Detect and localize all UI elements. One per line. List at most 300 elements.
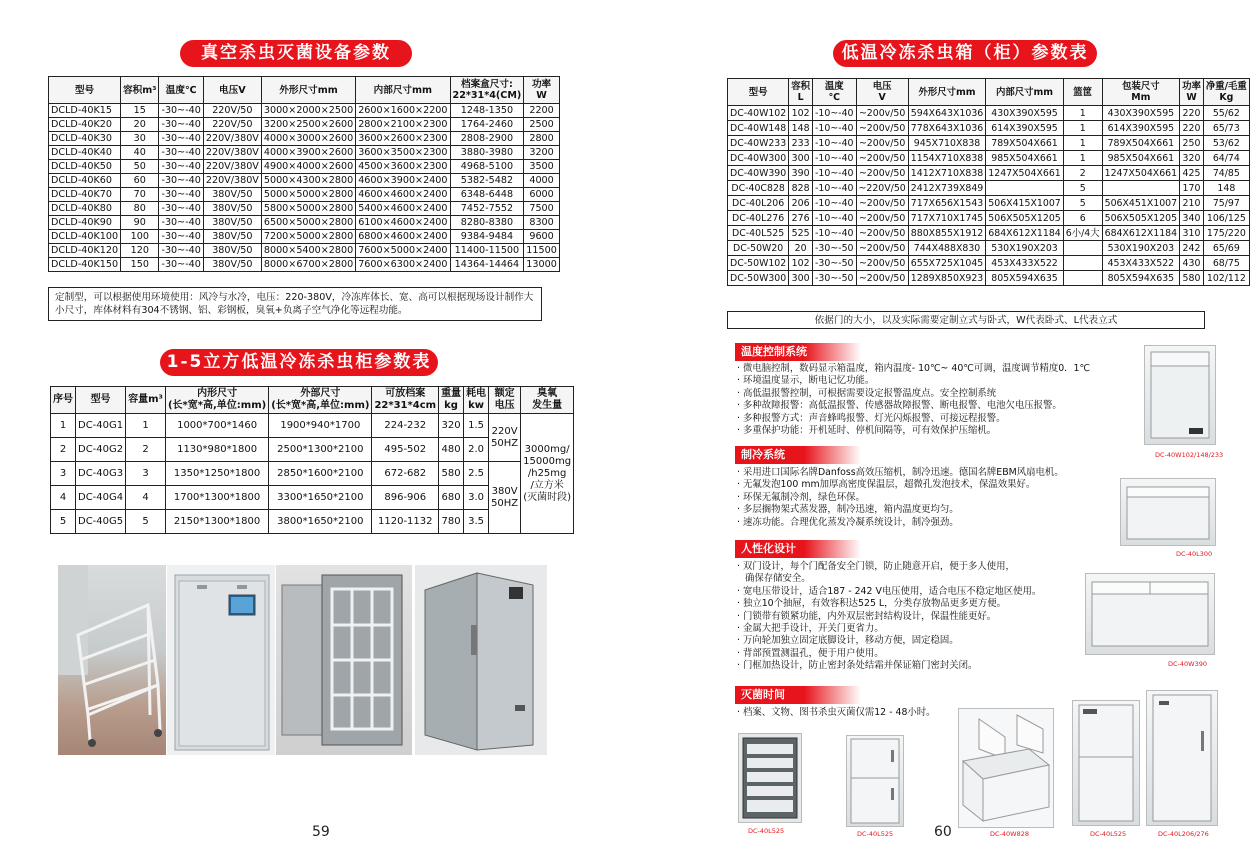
- bullet-item: · 采用进口国际名牌Danfoss高效压缩机，制冷迅速。德国名牌EBM风扇电机。: [737, 467, 1064, 478]
- product-image-40l300: [1120, 478, 1216, 546]
- freezer-table-cell: 717X710X1745: [908, 211, 986, 226]
- freezer-table-cell: 148: [789, 121, 813, 136]
- cabinet-table-cell: 1130*980*1800: [165, 438, 268, 462]
- vacuum-table-cell: 3200×2500×2600: [261, 118, 355, 132]
- freezer-table-header-cell: 包装尺寸 Mm: [1102, 79, 1180, 106]
- freezer-table-cell: 68/75: [1203, 256, 1249, 271]
- cabinet-table-cell: 672-682: [372, 462, 439, 486]
- freezer-table-cell: 74/85: [1203, 166, 1249, 181]
- freezer-table-cell: 64/74: [1203, 151, 1249, 166]
- bullet-item: · 多层搁物架式蒸发器，制冷迅速，箱内温度更均匀。: [737, 504, 959, 516]
- vacuum-table-cell: 3500: [524, 160, 560, 174]
- shelf-cart-illustration: [58, 565, 166, 755]
- vacuum-table-cell: 20: [121, 118, 159, 132]
- freezer-table-cell: -10~-40: [813, 136, 856, 151]
- cabinet-table-cell: 896-906: [372, 486, 439, 510]
- freezer-table-header-cell: 功率 W: [1180, 79, 1204, 106]
- freezer-table-cell: 5: [1063, 181, 1102, 196]
- vacuum-table-cell: 7452-7552: [450, 202, 524, 216]
- bullet-item: · 无氟发泡100 mm加厚高密度保温层，超微孔发泡技术，保温效果好。: [737, 479, 1036, 491]
- freezer-table-cell: 1: [1063, 121, 1102, 136]
- caption-40w102: DC-40W102/148/233: [1155, 451, 1224, 459]
- bullet-item: · 多重保护功能：开机延时、停机间隔等，可有效保护压缩机。: [737, 425, 997, 437]
- freezer-table-header-cell: 温度 ℃: [813, 79, 856, 106]
- vacuum-table-header-cell: 型号: [49, 77, 121, 104]
- freezer-table-cell: 594X643X1036: [908, 106, 986, 121]
- freezer-table-cell: DC-40L525: [728, 226, 789, 241]
- cabinet-table-cell: 480: [439, 438, 464, 462]
- product-image-bottom-4: [1072, 700, 1140, 826]
- freezer-table-row: [728, 166, 1250, 181]
- freezer-table-cell: 300: [789, 271, 813, 286]
- freezer-table-cell: DC-50W102: [728, 256, 789, 271]
- product-image-40w102: [1144, 345, 1216, 445]
- cabinet-table-cell: 1900*940*1700: [269, 414, 372, 438]
- vacuum-table-cell: 9384-9484: [450, 230, 524, 244]
- vacuum-table-row: [49, 230, 560, 244]
- freezer-table-cell: 1: [1063, 151, 1102, 166]
- freezer-table-cell: 75/97: [1203, 196, 1249, 211]
- cabinet-table-cell: 320: [439, 414, 464, 438]
- freezer-table-row: [728, 271, 1250, 286]
- vacuum-table-cell: -30~-40: [159, 174, 203, 188]
- freezer-box-table: [727, 78, 1250, 286]
- cabinet-table-cell: 3.5: [464, 510, 489, 534]
- vacuum-table-cell: -30~-40: [159, 258, 203, 272]
- freezer-table-cell: ~200v/50: [856, 271, 908, 286]
- freezer-table-cell: 220: [1180, 121, 1204, 136]
- freezer-table-cell: 102/112: [1203, 271, 1249, 286]
- photo-steel-cabinet: [415, 565, 547, 755]
- freezer-table-row: [728, 256, 1250, 271]
- vacuum-table-cell: 4600×4600×2400: [356, 188, 450, 202]
- open-cabinet-illustration: [276, 565, 412, 755]
- photo-cabinet-screen: [167, 565, 275, 755]
- freezer-table-cell: [986, 181, 1064, 196]
- vacuum-table-cell: 100: [121, 230, 159, 244]
- freezer-table-cell: -10~-40: [813, 166, 856, 181]
- cabinet-table-cell: 4: [51, 486, 76, 510]
- freezer-table-cell: 300: [789, 151, 813, 166]
- freezer-table-cell: 453X433X522: [986, 256, 1064, 271]
- freezer-table-header-cell: 内部尺寸mm: [986, 79, 1064, 106]
- bullet-item: · 多种报警方式：声音蜂鸣报警、灯光闪烁报警、可接远程报警。: [737, 412, 1006, 424]
- vacuum-table-cell: -30~-40: [159, 104, 203, 118]
- vacuum-table-cell: 8000×5400×2800: [261, 244, 355, 258]
- vacuum-table-cell: 40: [121, 146, 159, 160]
- freezer-table-cell: 506X505X1205: [986, 211, 1064, 226]
- cabinet-table-cell: DC-40G1: [76, 414, 126, 438]
- cabinet-table-cell: 1.5: [464, 414, 489, 438]
- caption-bottom-1: DC-40L525: [748, 827, 785, 835]
- freezer-table-cell: 102: [789, 106, 813, 121]
- bullet-item: · 微电脑控制，数码显示箱温度，箱内温度- 10℃~ 40℃可调，温度调节精度0．1℃: [737, 363, 1091, 374]
- vacuum-table-cell: 90: [121, 216, 159, 230]
- cabinet-table-cell: 3: [51, 462, 76, 486]
- freezer-table-cell: 1289X850X923: [908, 271, 986, 286]
- vacuum-table-cell: DCLD-40K80: [49, 202, 121, 216]
- vacuum-table-cell: -30~-40: [159, 146, 203, 160]
- freezer-table-cell: 65/69: [1203, 241, 1249, 256]
- caption-bottom-2: DC-40L525: [857, 830, 894, 838]
- upright-freezer-illustration: [1147, 691, 1217, 825]
- freezer-table-cell: 828: [789, 181, 813, 196]
- freezer-table-cell: 1154X710X838: [908, 151, 986, 166]
- freezer-table-cell: ~200v/50: [856, 256, 908, 271]
- vacuum-table-cell: 6348-6448: [450, 188, 524, 202]
- vacuum-table-cell: 30: [121, 132, 159, 146]
- caption-40w390: DC-40W390: [1168, 660, 1207, 668]
- freezer-table-cell: 106/125: [1203, 211, 1249, 226]
- freezer-table-cell: -10~-40: [813, 151, 856, 166]
- vacuum-table-header-cell: 温度℃: [159, 77, 203, 104]
- vacuum-table-cell: 2500: [524, 118, 560, 132]
- freezer-table-cell: ~200v/50: [856, 166, 908, 181]
- cabinet-table-cell: 224-232: [372, 414, 439, 438]
- freezer-table-cell: 1247X504X661: [1102, 166, 1180, 181]
- freezer-table-cell: 220: [1180, 106, 1204, 121]
- vacuum-table-cell: 14364-14464: [450, 258, 524, 272]
- vacuum-table-cell: 4000×3000×2600: [261, 132, 355, 146]
- bullet-item: · 环境温度显示，断电记忆功能。: [737, 375, 875, 387]
- caption-bottom-4: DC-40L525: [1090, 830, 1127, 838]
- freezer-table-row: [728, 196, 1250, 211]
- vacuum-table-cell: 380V/50: [203, 244, 261, 258]
- freezer-table-cell: 430X390X595: [1102, 106, 1180, 121]
- ozone-output-cell: 3000mg/ 15000mg /h25mg /立方米 (灭菌时段): [521, 414, 574, 534]
- vacuum-table-cell: 7600×5000×2400: [356, 244, 450, 258]
- freezer-table-cell: 1: [1063, 106, 1102, 121]
- freezer-table-cell: 655X725X1045: [908, 256, 986, 271]
- vacuum-table-cell: 3600×2600×2300: [356, 132, 450, 146]
- freezer-table-cell: 580: [1180, 271, 1204, 286]
- cabinet-table-cell: 580: [439, 462, 464, 486]
- cabinet-table-cell: 495-502: [372, 438, 439, 462]
- cabinet-table-cell: 5: [126, 510, 166, 534]
- photo-open-cabinet: [276, 565, 412, 755]
- vacuum-table-cell: 6100×4600×2400: [356, 216, 450, 230]
- title-freezer-cabinet: 1-5立方低温冷冻杀虫柜参数表: [160, 349, 438, 376]
- cabinet-table-cell: 3.0: [464, 486, 489, 510]
- vacuum-table-cell: -30~-40: [159, 216, 203, 230]
- freezer-table-cell: 530X190X203: [1102, 241, 1180, 256]
- freezer-table-cell: -10~-40: [813, 181, 856, 196]
- freezer-table-cell: 170: [1180, 181, 1204, 196]
- freezer-table-cell: 390: [789, 166, 813, 181]
- bullet-item: · 速冻功能。合理优化蒸发冷凝系统设计，制冷强劲。: [737, 516, 959, 528]
- freezer-table-cell: ~200v/50: [856, 106, 908, 121]
- freezer-table-cell: [1063, 256, 1102, 271]
- section-humanized-design: 人性化设计: [735, 540, 861, 558]
- vacuum-table-cell: 6500×5000×2800: [261, 216, 355, 230]
- vacuum-equipment-table: [48, 76, 560, 272]
- vacuum-table-header-cell: 电压V: [203, 77, 261, 104]
- freezer-table-cell: ~200v/50: [856, 151, 908, 166]
- vacuum-table-row: [49, 118, 560, 132]
- freezer-table-cell: -10~-40: [813, 106, 856, 121]
- vacuum-table-cell: 220V/380V: [203, 160, 261, 174]
- freezer-table-cell: 210: [1180, 196, 1204, 211]
- vacuum-table-cell: 80: [121, 202, 159, 216]
- vacuum-table-cell: 2800×2100×2300: [356, 118, 450, 132]
- cabinet-table-cell: 1120-1132: [372, 510, 439, 534]
- freezer-table-cell: 525: [789, 226, 813, 241]
- freezer-table-cell: ~200v/50: [856, 241, 908, 256]
- cabinet-table-header-cell: 序号: [51, 387, 76, 414]
- vacuum-table-cell: 5000×4300×2800: [261, 174, 355, 188]
- cabinet-table-cell: 2150*1300*1800: [165, 510, 268, 534]
- vacuum-table-cell: 380V/50: [203, 230, 261, 244]
- freezer-table-cell: DC-40W300: [728, 151, 789, 166]
- vacuum-table-cell: 9600: [524, 230, 560, 244]
- rated-voltage-cell: 380V 50HZ: [489, 462, 521, 534]
- vacuum-table-cell: 380V/50: [203, 188, 261, 202]
- vacuum-table-cell: DCLD-40K70: [49, 188, 121, 202]
- freezer-table-cell: 805X594X635: [1102, 271, 1180, 286]
- vacuum-table-cell: 13000: [524, 258, 560, 272]
- temperature-control-bullets: [737, 363, 1090, 437]
- freezer-table-cell: -30~-50: [813, 241, 856, 256]
- freezer-table-cell: 789X504X661: [986, 136, 1064, 151]
- vacuum-table-cell: 2600×1600×2200: [356, 104, 450, 118]
- two-door-freezer-illustration: [847, 736, 903, 826]
- cabinet-table-cell: 1350*1250*1800: [165, 462, 268, 486]
- freezer-table-cell: -10~-40: [813, 196, 856, 211]
- freezer-table-header-cell: 容积 L: [789, 79, 813, 106]
- vacuum-table-cell: 3200: [524, 146, 560, 160]
- freezer-table-cell: 430X390X595: [986, 106, 1064, 121]
- freezer-table-cell: 506X451X1007: [1102, 196, 1180, 211]
- freezer-table-cell: 430: [1180, 256, 1204, 271]
- vacuum-table-cell: 5382-5482: [450, 174, 524, 188]
- vacuum-table-cell: 220V/50: [203, 118, 261, 132]
- open-chest-freezer-illustration: [959, 709, 1053, 827]
- freezer-table-cell: 453X433X522: [1102, 256, 1180, 271]
- cabinet-table-cell: 680: [439, 486, 464, 510]
- cabinet-table-header-cell: 可放档案 22*31*4cm: [372, 387, 439, 414]
- vacuum-table-row: [49, 202, 560, 216]
- freezer-table-cell: -30~-50: [813, 256, 856, 271]
- bullet-item: 确保存储安全。: [745, 573, 811, 585]
- freezer-table-cell: 717X656X1543: [908, 196, 986, 211]
- freezer-table-header-cell: 篮筐: [1063, 79, 1102, 106]
- bullet-item: · 多种故障报警：高低温报警、传感器故障报警、断电报警、电池欠电压报警。: [737, 400, 1062, 412]
- freezer-table-cell: 2412X739X849: [908, 181, 986, 196]
- bullet-item: · 档案、文物、图书杀虫灭菌仅需12 - 48小时。: [737, 707, 936, 718]
- vacuum-table-cell: -30~-40: [159, 132, 203, 146]
- freezer-table-cell: 148: [1203, 181, 1249, 196]
- product-image-40w390: [1085, 573, 1215, 655]
- bullet-item: · 门框加热设计，防止密封条处结霜并保证箱门密封关闭。: [737, 660, 978, 672]
- cabinet-table-cell: DC-40G3: [76, 462, 126, 486]
- freezer-table-cell: ~200v/50: [856, 121, 908, 136]
- product-image-bottom-5: [1146, 690, 1218, 826]
- vacuum-table-cell: 5000×5000×2800: [261, 188, 355, 202]
- cabinet-table-cell: DC-40G4: [76, 486, 126, 510]
- bullet-item: · 门锁带有锁紧功能，内外双层密封结构设计，保温性能更好。: [737, 610, 997, 622]
- freezer-table-cell: -10~-40: [813, 226, 856, 241]
- vacuum-table-cell: 7500: [524, 202, 560, 216]
- cabinet-table-header-cell: 耗电 kw: [464, 387, 489, 414]
- vacuum-table-row: [49, 174, 560, 188]
- photo-shelf-cart: [58, 565, 166, 755]
- caption-bottom-3: DC-40W828: [990, 830, 1029, 838]
- vacuum-table-cell: -30~-40: [159, 188, 203, 202]
- cabinet-table-cell: 2850*1600*2100: [269, 462, 372, 486]
- vacuum-table-cell: 4900×4000×2600: [261, 160, 355, 174]
- vacuum-table-cell: 8300: [524, 216, 560, 230]
- freezer-table-row: [728, 181, 1250, 196]
- vacuum-table-cell: 3600×3500×2300: [356, 146, 450, 160]
- vacuum-table-cell: 5800×5000×2800: [261, 202, 355, 216]
- vacuum-table-cell: 220V/380V: [203, 132, 261, 146]
- vacuum-table-cell: 1764-2460: [450, 118, 524, 132]
- freezer-table-cell: 614X390X595: [986, 121, 1064, 136]
- vacuum-table-cell: 4000×3900×2600: [261, 146, 355, 160]
- cabinet-table-cell: 780: [439, 510, 464, 534]
- vacuum-table-cell: 380V/50: [203, 258, 261, 272]
- freezer-table-cell: 242: [1180, 241, 1204, 256]
- freezer-table-row: [728, 151, 1250, 166]
- freezer-table-cell: 20: [789, 241, 813, 256]
- freezer-table-cell: [1063, 271, 1102, 286]
- vacuum-table-header-cell: 内部尺寸mm: [356, 77, 450, 104]
- freezer-table-cell: DC-40L276: [728, 211, 789, 226]
- freezer-table-cell: 310: [1180, 226, 1204, 241]
- product-image-bottom-3: [958, 708, 1054, 828]
- sterilization-time-bullets: [737, 707, 936, 719]
- freezer-table-row: [728, 121, 1250, 136]
- vacuum-table-cell: -30~-40: [159, 160, 203, 174]
- refrigeration-bullets: [737, 467, 1064, 529]
- vacuum-table-cell: 60: [121, 174, 159, 188]
- freezer-table-cell: -30~-50: [813, 271, 856, 286]
- vacuum-table-cell: 8280-8380: [450, 216, 524, 230]
- chest-freezer-large-illustration: [1086, 574, 1214, 654]
- vacuum-table-cell: 4000: [524, 174, 560, 188]
- vacuum-table-cell: DCLD-40K40: [49, 146, 121, 160]
- cabinet-table-header-cell: 外部尺寸 (长*宽*高,单位:mm): [269, 387, 372, 414]
- bullet-item: · 万向轮加独立固定底脚设计，移动方便，固定稳固。: [737, 635, 959, 647]
- freezer-table-header-cell: 净重/毛重 Kg: [1203, 79, 1249, 106]
- bullet-item: · 独立10个抽屉，有效容积达525 L，分类存放物品更多更方便。: [737, 598, 1006, 610]
- freezer-table-cell: 684X612X1184: [1102, 226, 1180, 241]
- freezer-table-cell: DC-40W390: [728, 166, 789, 181]
- freezer-table-cell: 530X190X203: [986, 241, 1064, 256]
- freezer-table-cell: DC-50W20: [728, 241, 789, 256]
- caption-40l300: DC-40L300: [1176, 550, 1213, 558]
- cabinet-table-cell: 1700*1300*1800: [165, 486, 268, 510]
- freezer-table-header-cell: 型号: [728, 79, 789, 106]
- freezer-table-cell: 276: [789, 211, 813, 226]
- cabinet-table-cell: 1: [51, 414, 76, 438]
- freezer-table-cell: 1412X710X838: [908, 166, 986, 181]
- cabinet-table-header-cell: 型号: [76, 387, 126, 414]
- cabinet-table-cell: 3: [126, 462, 166, 486]
- vacuum-table-row: [49, 258, 560, 272]
- freezer-table-cell: 744X488X830: [908, 241, 986, 256]
- vacuum-table-cell: DCLD-40K15: [49, 104, 121, 118]
- vacuum-table-cell: 4600×3900×2400: [356, 174, 450, 188]
- cabinet-table-header-cell: 臭氧 发生量: [521, 387, 574, 414]
- vacuum-table-cell: DCLD-40K30: [49, 132, 121, 146]
- freezer-table-cell: 506X415X1007: [986, 196, 1064, 211]
- cabinet-table-cell: 1: [126, 414, 166, 438]
- freezer-table-cell: 5: [1063, 196, 1102, 211]
- freezer-table-cell: ~200v/50: [856, 226, 908, 241]
- title-freezer-box: 低温冷冻杀虫箱（柜）参数表: [833, 40, 1097, 67]
- freezer-table-cell: 53/62: [1203, 136, 1249, 151]
- freezer-table-cell: 945X710X838: [908, 136, 986, 151]
- freezer-table-cell: 320: [1180, 151, 1204, 166]
- vacuum-table-header-cell: 档案盒尺寸: 22*31*4(CM): [450, 77, 524, 104]
- vacuum-table-cell: DCLD-40K50: [49, 160, 121, 174]
- freezer-table-cell: DC-40W233: [728, 136, 789, 151]
- vacuum-table-cell: 70: [121, 188, 159, 202]
- vacuum-table-cell: 2808-2900: [450, 132, 524, 146]
- freezer-table-row: [728, 241, 1250, 256]
- vacuum-table-cell: 8000×6700×2800: [261, 258, 355, 272]
- vacuum-table-row: [49, 244, 560, 258]
- vacuum-table-cell: -30~-40: [159, 202, 203, 216]
- cabinet-table-header-cell: 内形尺寸 (长*宽*高,单位:mm): [165, 387, 268, 414]
- vacuum-table-cell: 4500×3600×2300: [356, 160, 450, 174]
- vacuum-table-cell: 7600×6300×2400: [356, 258, 450, 272]
- vacuum-table-cell: 380V/50: [203, 202, 261, 216]
- freezer-table-cell: 425: [1180, 166, 1204, 181]
- cabinet-table-cell: 2.0: [464, 438, 489, 462]
- freezer-table-cell: 778X643X1036: [908, 121, 986, 136]
- product-image-bottom-2: [846, 735, 904, 827]
- freezer-table-cell: [1102, 181, 1180, 196]
- vacuum-table-cell: 50: [121, 160, 159, 174]
- freezer-table-row: [728, 226, 1250, 241]
- caption-bottom-5: DC-40L206/276: [1158, 830, 1209, 838]
- freezer-table-cell: 789X504X661: [1102, 136, 1180, 151]
- vacuum-table-cell: -30~-40: [159, 230, 203, 244]
- cabinet-table-cell: 4: [126, 486, 166, 510]
- freezer-table-cell: 65/73: [1203, 121, 1249, 136]
- bullet-item: · 双门设计，每个门配备安全门锁，防止随意开启，便于多人使用，: [737, 561, 1015, 572]
- freezer-table-cell: 985X504X661: [1102, 151, 1180, 166]
- freezer-cabinet-table: [50, 386, 574, 534]
- cabinet-table-header-cell: 额定 电压: [489, 387, 521, 414]
- vacuum-table-row: [49, 160, 560, 174]
- bullet-item: · 环保无氟制冷剂，绿色环保。: [737, 491, 865, 503]
- freezer-table-cell: 805X594X635: [986, 271, 1064, 286]
- vacuum-table-cell: 220V/380V: [203, 174, 261, 188]
- vacuum-table-cell: 6000: [524, 188, 560, 202]
- cabinet-table-cell: 3300*1650*2100: [269, 486, 372, 510]
- freezer-table-cell: ~200v/50: [856, 211, 908, 226]
- freezer-table-row: [728, 136, 1250, 151]
- cabinet-table-header-cell: 重量 kg: [439, 387, 464, 414]
- cabinet-table-cell: 3800*1650*2100: [269, 510, 372, 534]
- vacuum-table-cell: 11400-11500: [450, 244, 524, 258]
- freezer-table-cell: DC-40L206: [728, 196, 789, 211]
- vacuum-table-cell: 1248-1350: [450, 104, 524, 118]
- vacuum-table-row: [49, 216, 560, 230]
- vacuum-table-row: [49, 146, 560, 160]
- section-refrigeration: 制冷系统: [735, 446, 861, 464]
- freezer-table-cell: -10~-40: [813, 211, 856, 226]
- cabinet-table-cell: 2: [126, 438, 166, 462]
- section-temperature-control: 温度控制系统: [735, 343, 861, 361]
- freezer-table-cell: 175/220: [1203, 226, 1249, 241]
- vacuum-table-header-cell: 功率 W: [524, 77, 560, 104]
- bullet-item: · 背部预置测温孔，便于用户使用。: [737, 647, 884, 659]
- vacuum-table-cell: DCLD-40K150: [49, 258, 121, 272]
